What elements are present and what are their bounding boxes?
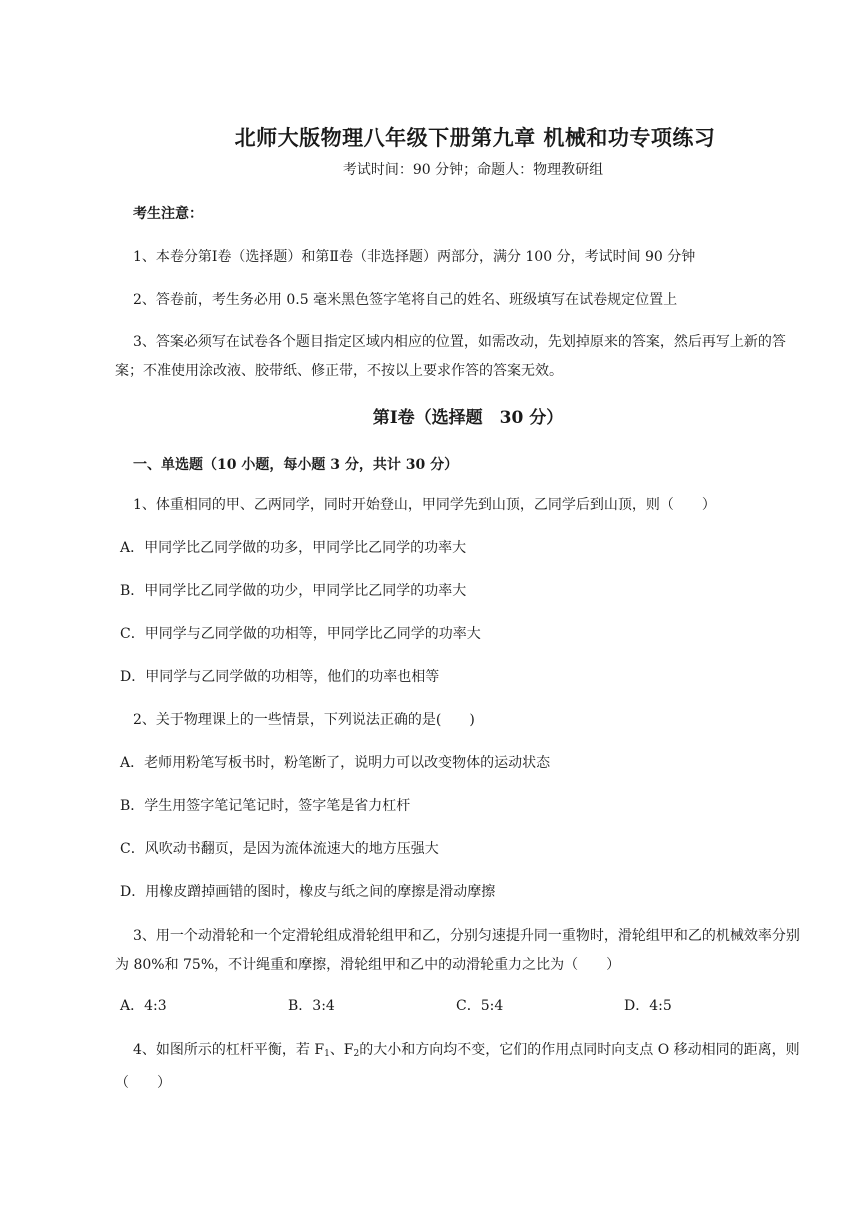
question-1-option-c: C．甲同学与乙同学做的功相等，甲同学比乙同学的功率大 — [120, 626, 481, 642]
notice-item-3: 3、答案必须写在试卷各个题目指定区域内相应的位置，如需改动，先划掉原来的答案，然后再写上新的答案；不准使用涂改液、胶带纸、修正带，不按以上要求作答的答案无效。 — [115, 334, 786, 379]
question-3-option-b: B．3:4 — [288, 998, 335, 1014]
section-title: 第Ⅰ卷（选择题 30 分） — [372, 408, 564, 428]
question-2-option-c: C．风吹动书翻页，是因为流体流速大的地方压强大 — [120, 841, 439, 857]
f2-subscript: 2 — [353, 1049, 360, 1059]
question-2-option-b: B．学生用签字笔记笔记时，签字笔是省力杠杆 — [120, 798, 411, 814]
question-4-stem: 4、如图所示的杠杆平衡，若 $F_1$、$F_2$的大小和方向均不变，它们的作用点同时向支点 O 移动相同的距离，则（ ） — [115, 1042, 800, 1091]
question-3-option-c: C．5:4 — [456, 998, 504, 1014]
question-3-option-a: A．4:3 — [120, 998, 167, 1014]
notice-item-1: 1、本卷分第Ⅰ卷（选择题）和第Ⅱ卷（非选择题）两部分，满分 100 分，考试时间 90 分钟 — [133, 249, 696, 265]
question-2-option-a: A．老师用粉笔写板书时，粉笔断了，说明力可以改变物体的运动状态 — [120, 755, 551, 771]
question-2-option-d: D．用橡皮蹭掉画错的图时，橡皮与纸之间的摩擦是滑动摩擦 — [120, 884, 496, 900]
exam-title: 北师大版物理八年级下册第九章 机械和功专项练习 — [234, 125, 716, 150]
question-3-option-d: D．4:5 — [624, 998, 672, 1014]
question-1-option-d: D．甲同学与乙同学做的功相等，他们的功率也相等 — [120, 669, 440, 685]
notice-heading: 考生注意： — [133, 206, 203, 222]
question-1-option-b: B．甲同学比乙同学做的功少，甲同学比乙同学的功率大 — [120, 583, 467, 599]
question-1-stem: 1、体重相同的甲、乙两同学，同时开始登山，甲同学先到山顶，乙同学后到山顶，则（ ） — [133, 497, 716, 513]
exam-subtitle: 考试时间：90 分钟；命题人：物理教研组 — [342, 162, 604, 178]
question-1-option-a: A．甲同学比乙同学做的功多，甲同学比乙同学的功率大 — [120, 540, 467, 556]
notice-item-2: 2、答卷前，考生务必用 0.5 毫米黑色签字笔将自己的姓名、班级填写在试卷规定位置上 — [133, 292, 678, 308]
question-3-stem: 3、用一个动滑轮和一个定滑轮组成滑轮组甲和乙，分别匀速提升同一重物时，滑轮组甲和乙的机械效率分别为 80%和 75%，不计绳重和摩擦，滑轮组甲和乙中的动滑轮重力之比为（ ） — [115, 928, 800, 973]
part-heading: 一、单选题（10 小题，每小题 3 分，共计 30 分） — [133, 457, 459, 473]
f1-subscript: 1 — [324, 1049, 330, 1059]
question-2-stem: 2、关于物理课上的一些情景，下列说法正确的是( ) — [133, 712, 475, 728]
